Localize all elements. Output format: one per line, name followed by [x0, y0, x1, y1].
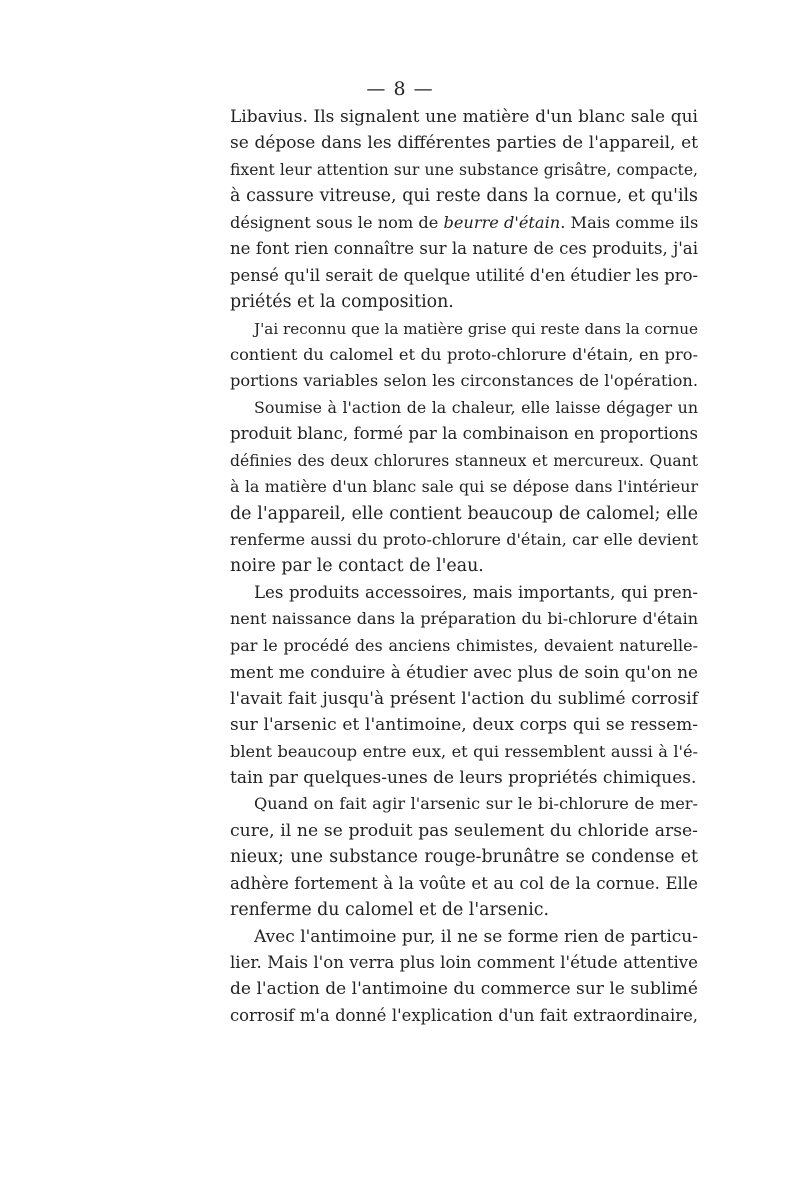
text-line: à la matière d'un blanc sale qui se dépose dans l'intérieur: [230, 477, 698, 497]
text-line: Avec l'antimoine pur, il ne se forme rien de particu-: [254, 926, 698, 947]
body-text: [230, 104, 698, 1029]
text-line: contient du calomel et du proto-chlorure d'étain, en pro-: [230, 344, 698, 364]
text-line: Quand on fait agir l'arsenic sur le bi-chlorure de mer-: [254, 794, 698, 814]
text-line: Libavius. Ils signalent une matière d'un blanc sale qui: [230, 107, 698, 127]
text-line: blent beaucoup entre eux, et qui ressemblent aussi à l'é-: [230, 741, 698, 761]
text-line: renferme aussi du proto-chlorure d'étain, car elle devient: [230, 530, 698, 549]
text-line: à cassure vitreuse, qui reste dans la cornue, et qu'ils: [230, 186, 698, 207]
text-line: adhère fortement à la voûte et au col de la cornue. Elle: [230, 873, 698, 893]
text-line: ment me conduire à étudier avec plus de soin qu'on ne: [230, 662, 698, 683]
text-line: se dépose dans les différentes parties de l'appareil, et: [230, 133, 698, 154]
text-line: corrosif m'a donné l'explication d'un fait extraordinaire,: [230, 1005, 698, 1025]
text-line: tain par quelques-unes de leurs propriétés chimiques.: [230, 767, 697, 788]
text-line: l'avait fait jusqu'à présent l'action du sublimé corrosif: [230, 688, 698, 709]
text-line: de l'appareil, elle contient beaucoup de calomel; elle: [230, 503, 698, 524]
text-line: [230, 210, 698, 236]
text-line: ne font rien connaître sur la nature de ces produits, j'ai: [230, 239, 698, 259]
text-line: définies des deux chlorures stanneux et mercureux. Quant: [230, 451, 698, 470]
text-segment: désignent sous le nom de: [230, 212, 444, 232]
text-line: noire par le contact de l'eau.: [230, 556, 484, 577]
page-number: — 8 —: [366, 78, 434, 100]
text-line: de l'action de l'antimoine du commerce sur le sublimé: [230, 979, 698, 1000]
text-line: pensé qu'il serait de quelque utilité d'en étudier les pro-: [230, 265, 698, 285]
text-line: Soumise à l'action de la chaleur, elle laisse dégager un: [254, 397, 698, 417]
text-line: renferme du calomel et de l'arsenic.: [230, 900, 550, 921]
text-line: Les produits accessoires, mais importants, qui pren-: [254, 582, 698, 602]
italic-term: beurre d'étain: [443, 212, 561, 232]
text-line: par le procédé des anciens chimistes, devaient naturelle-: [230, 635, 698, 655]
text-segment: . Mais comme ils: [560, 212, 699, 232]
text-line: nieux; une substance rouge-brunâtre se condense et: [230, 847, 698, 868]
text-line: portions variables selon les circonstances de l'opération.: [230, 371, 698, 391]
text-line: cure, il ne se produit pas seulement du chloride arse-: [230, 820, 698, 841]
text-line: nent naissance dans la préparation du bi-chlorure d'étain: [230, 609, 698, 629]
text-line: fixent leur attention sur une substance grisâtre, compacte,: [230, 160, 698, 179]
text-line: produit blanc, formé par la combinaison en proportions: [230, 424, 698, 444]
text-line: priétés et la composition.: [230, 292, 454, 313]
text-line: sur l'arsenic et l'antimoine, deux corps qui se ressem-: [230, 715, 698, 736]
text-line: J'ai reconnu que la matière grise qui reste dans la cornue: [254, 319, 698, 338]
text-line: lier. Mais l'on verra plus loin comment l'étude attentive: [230, 953, 698, 972]
